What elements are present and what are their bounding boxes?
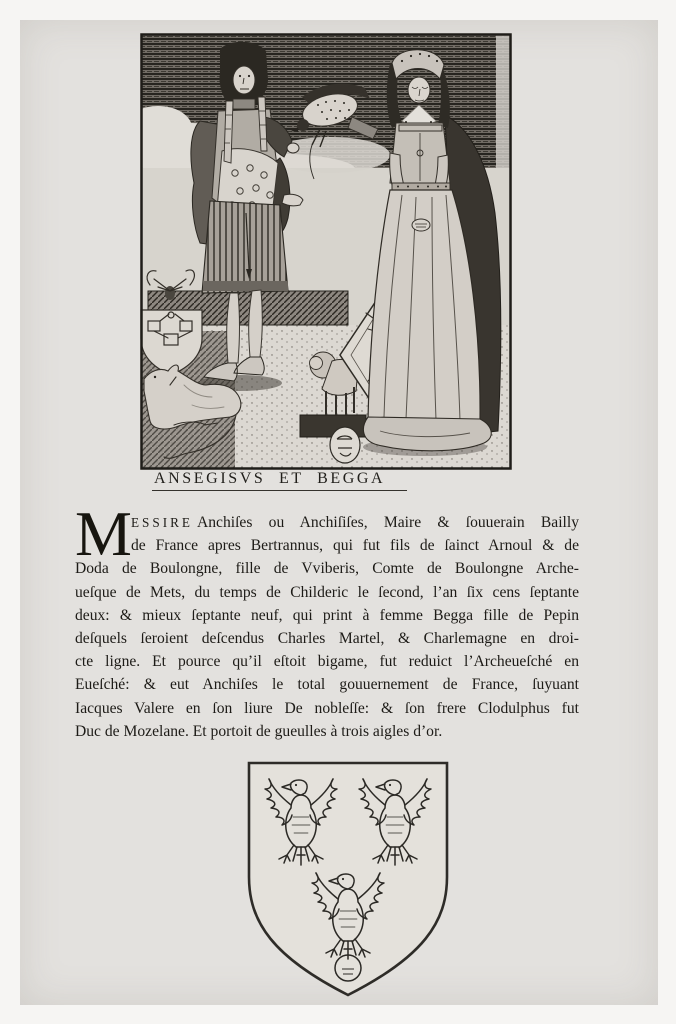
text-line: cte ligne. Et pource qu’il eſtoit bigame, fut reduict l’Archeueſché en — [75, 653, 579, 671]
text-line: deux: & mieux ſeptante neuf, qui print à femme Begga fille de Pepin — [75, 606, 579, 624]
text-line: ueſque de Mets, du temps de Childeric le ſecond, l’an ſix cens ſeptante — [75, 583, 579, 601]
book-page — [20, 20, 658, 1005]
engraving-caption: ANSEGISVS ET BEGGA — [152, 470, 407, 491]
text-line — [75, 511, 579, 534]
three-eagles-shield-icon — [243, 757, 453, 1005]
text-line: Iacques Valere en ſon liure De nobleſſe: & ſon frere Clodulphus fut — [75, 699, 579, 717]
drop-cap: M — [75, 498, 132, 569]
text-line: Doda de Boulongne, fille de Vviberis, Comte de Boulongne Arche- — [75, 560, 579, 578]
coat-of-arms — [243, 757, 453, 1005]
engraving-image — [140, 33, 512, 470]
text-line-rest: Anchiſes ou Anchiſiſes, Maire & ſouuerain Bailly — [196, 514, 579, 531]
text-block — [75, 498, 579, 743]
lead-smallcaps: ESSIRE — [131, 515, 193, 530]
engraver-monogram-icon — [330, 427, 360, 463]
text-line: Duc de Mozelane. Et portoit de gueulles à trois aigles d’or. — [75, 722, 443, 740]
engraving-plate — [140, 33, 512, 470]
text-line: Eueſché: & eut Anchiſes le total gouuernement de France, ſuyuant — [75, 676, 579, 694]
text-line: de France apres Bertrannus, qui fut fils de ſainct Arnoul & de — [131, 537, 579, 555]
text-line: deſquels ſeroient deſcendus Charles Martel, & Charlemagne en droi- — [75, 629, 579, 647]
